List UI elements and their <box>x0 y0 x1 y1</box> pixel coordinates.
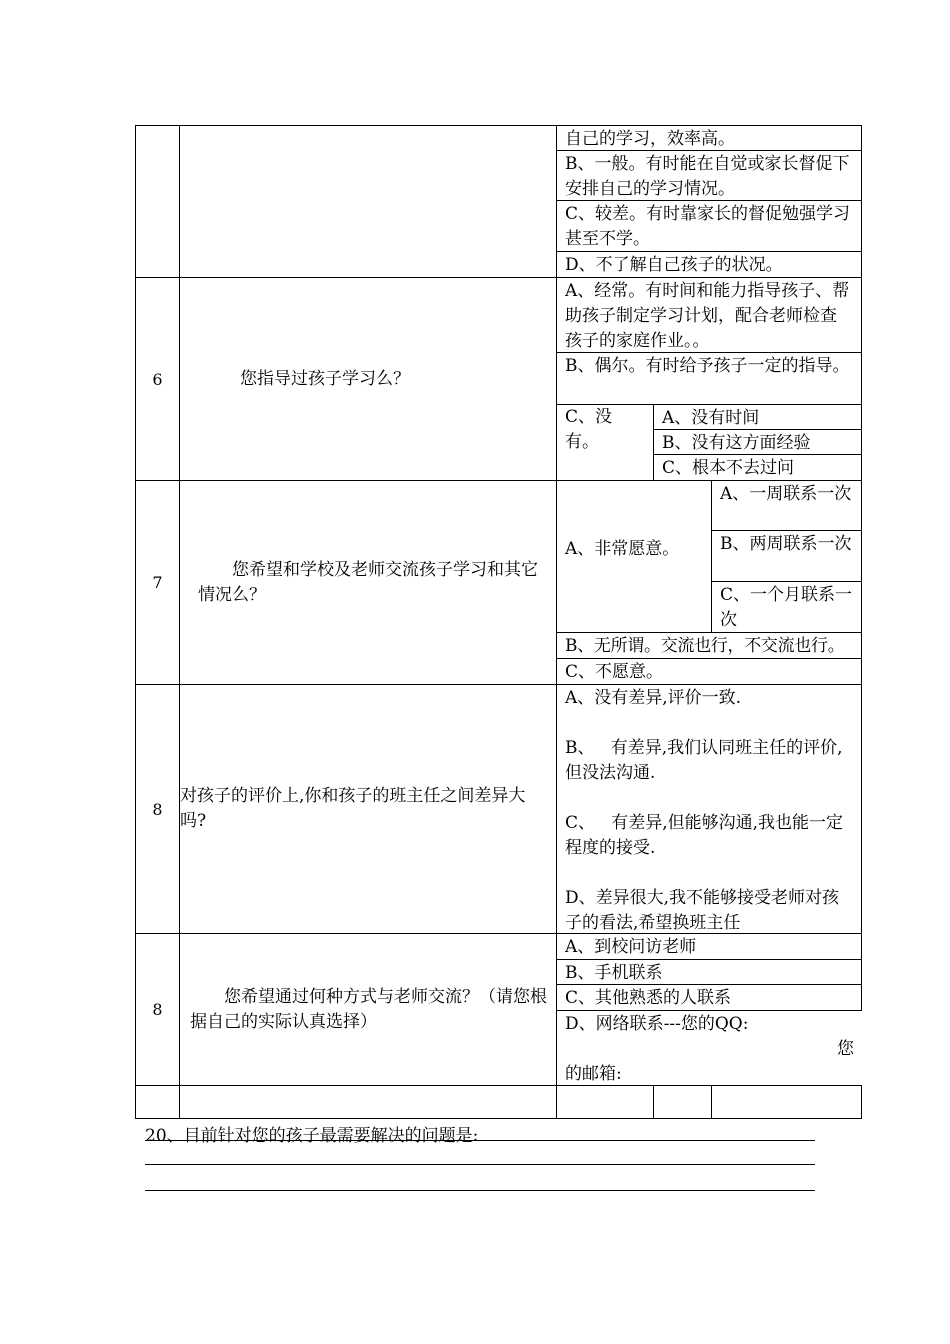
option-text: B、一般。有时能在自觉或家长督促下安排自己的学习情况。 <box>565 154 850 199</box>
row8b-option-a <box>556 933 862 960</box>
row5-option-d <box>556 251 862 278</box>
row7-number-cell <box>135 480 180 685</box>
option-text: C、没有。 <box>565 406 613 452</box>
row5-option-a-cont <box>556 125 862 151</box>
row7-suboption-c <box>711 581 862 633</box>
empty-row-cell-1 <box>556 1085 654 1119</box>
question-text: 您指导过孩子学习么？ <box>240 368 410 389</box>
answer-line-2[interactable] <box>145 1164 815 1165</box>
row6-suboption-b <box>653 429 862 455</box>
option-text: A、到校问访老师 <box>565 937 697 957</box>
empty-row-cell-3 <box>711 1085 862 1119</box>
question-text: 您希望通过何种方式与老师交流？（请您根据自己的实际认真选择） <box>190 986 547 1032</box>
empty-row-cell-2 <box>653 1085 712 1119</box>
option-text: A、没有时间 <box>662 408 760 428</box>
option-text: C、较差。有时靠家长的督促勉强学习甚至不学。 <box>565 204 851 249</box>
row7-option-c <box>556 658 862 685</box>
option-c-text: C、 有差异,但能够沟通,我也能一定程度的接受. <box>565 813 844 858</box>
row5-option-c <box>556 200 862 252</box>
option-a-text: A、没有差异,评价一致. <box>565 688 742 708</box>
row5-number-cell <box>135 125 180 278</box>
row7-option-b <box>556 632 862 659</box>
row-number: 6 <box>152 369 163 389</box>
row8b-option-b <box>556 959 862 985</box>
row8b-option-c <box>556 984 862 1011</box>
row8b-option-d <box>556 1010 862 1086</box>
row8b-number-cell <box>135 933 180 1086</box>
row8a-question-cell <box>179 684 557 934</box>
row6-suboption-a <box>653 404 862 430</box>
option-text: C、根本不去过问 <box>662 458 795 478</box>
option-b-text: B、 有差异,我们认同班主任的评价,但没法沟通. <box>565 738 843 783</box>
option-text: C、不愿意。 <box>565 662 664 682</box>
option-text: A、经常。有时间和能力指导孩子、帮助孩子制定学习计划，配合老师检查孩子的家庭作业。。 <box>565 281 850 351</box>
row8a-options-cell <box>556 684 862 934</box>
row7-question-cell <box>179 480 557 685</box>
option-text: A、一周联系一次 <box>720 484 852 504</box>
question-text: 您希望和学校及老师交流孩子学习和其它情况么？ <box>198 559 538 605</box>
option-text: 自己的学习，效率高。 <box>565 129 735 149</box>
option-d-email-text: 的邮箱: <box>565 1064 622 1084</box>
row8a-number-cell <box>135 684 180 934</box>
question-20-label: 20、目前针对您的孩子最需要解决的问题是: <box>145 1126 479 1146</box>
answer-line-1[interactable] <box>145 1140 815 1141</box>
option-text: D、不了解自己孩子的状况。 <box>565 255 783 275</box>
option-d-qq-text: D、网络联系---您的QQ: <box>565 1014 749 1034</box>
empty-row-number-cell <box>135 1085 180 1119</box>
row5-option-b <box>556 150 862 201</box>
row7-suboption-a <box>711 480 862 531</box>
option-text: B、没有这方面经验 <box>662 433 811 453</box>
option-text: C、一个月联系一次 <box>720 585 853 630</box>
row6-number-cell <box>135 277 180 481</box>
row-number: 7 <box>152 573 163 592</box>
option-text: B、手机联系 <box>565 963 663 983</box>
option-text: C、其他熟悉的人联系 <box>565 988 732 1008</box>
row6-question-cell <box>179 277 557 481</box>
row-number: 8 <box>152 1000 163 1019</box>
row5-question-cell <box>179 125 557 278</box>
option-text: B、无所谓。交流也行，不交流也行。 <box>565 636 845 656</box>
row6-option-c <box>556 404 654 481</box>
option-text: A、非常愿意。 <box>565 539 680 559</box>
row7-suboption-b <box>711 530 862 582</box>
option-text: B、偶尔。有时给予孩子一定的指导。 <box>565 356 850 376</box>
row-number: 8 <box>152 799 163 819</box>
question-text: 对孩子的评价上,你和孩子的班主任之间差异大吗? <box>180 786 526 831</box>
row6-option-b <box>556 352 862 405</box>
option-d-email-prefix: 您 <box>837 1039 854 1059</box>
row7-option-a <box>556 480 712 633</box>
row6-option-a <box>556 277 862 353</box>
row6-suboption-c <box>653 454 862 481</box>
answer-line-3[interactable] <box>145 1190 815 1191</box>
empty-row-question-cell <box>179 1085 557 1119</box>
option-d-text: D、差异很大,我不能够接受老师对孩子的看法,希望换班主任 <box>565 888 840 933</box>
row8b-question-cell <box>179 933 557 1086</box>
option-text: B、两周联系一次 <box>720 534 852 554</box>
